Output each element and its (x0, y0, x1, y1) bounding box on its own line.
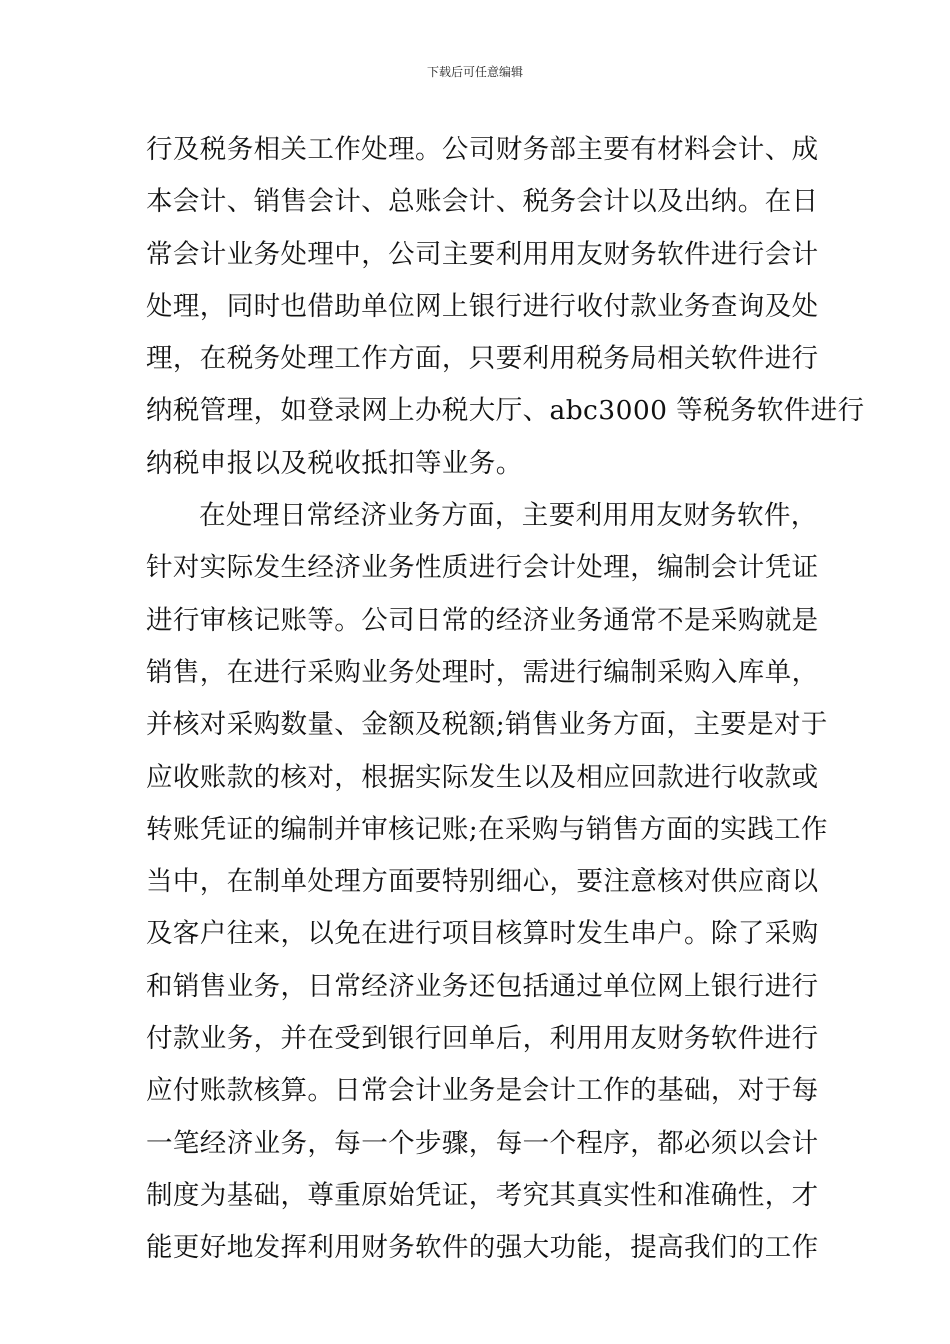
paragraph-2 (146, 490, 828, 1274)
text-line: 制度为基础，尊重原始凭证，考究其真实性和准确性，才 (146, 1179, 819, 1211)
text-line: 并核对采购数量、金额及税额;销售业务方面，主要是对于 (146, 709, 828, 741)
text-line: 常会计业务处理中，公司主要利用用友财务软件进行会计 (146, 238, 819, 270)
text-line: 销售，在进行采购业务处理时，需进行编制采购入库单， (146, 656, 819, 688)
text-line: 进行审核记账等。公司日常的经济业务通常不是采购就是 (146, 604, 819, 636)
text-line: 理，在税务处理工作方面，只要利用税务局相关软件进行 (146, 343, 819, 375)
text-line: 及客户往来，以免在进行项目核算时发生串户。除了采购 (146, 918, 819, 950)
page-header: 下载后可任意编辑 (426, 65, 523, 79)
text-line: 当中，在制单处理方面要特别细心，要注意核对供应商以 (146, 866, 819, 898)
text-line: 转账凭证的编制并审核记账;在采购与销售方面的实践工作 (146, 813, 828, 845)
paragraph-1 (146, 124, 865, 490)
text-line: 纳税申报以及税收抵扣等业务。 (146, 447, 523, 479)
text-line: 在处理日常经济业务方面，主要利用用友财务软件， (199, 500, 818, 532)
document-body (146, 124, 865, 1275)
text-line: 一笔经济业务，每一个步骤，每一个程序，都必须以会计 (146, 1127, 819, 1159)
text-line: 针对实际发生经济业务性质进行会计处理，编制会计凭证 (146, 552, 819, 584)
text-line: 本会计、销售会计、总账会计、税务会计以及出纳。在日 (146, 186, 819, 218)
text-line: 纳税管理，如登录网上办税大厅、abc3000 等税务软件进行 (146, 395, 865, 427)
text-line: 能更好地发挥利用财务软件的强大功能，提高我们的工作 (146, 1232, 819, 1264)
text-line: 付款业务，并在受到银行回单后，利用用友财务软件进行 (146, 1023, 819, 1055)
text-line: 行及税务相关工作处理。公司财务部主要有材料会计、成 (146, 134, 819, 165)
text-line: 应收账款的核对，根据实际发生以及相应回款进行收款或 (146, 761, 819, 793)
text-line: 处理，同时也借助单位网上银行进行收付款业务查询及处 (146, 290, 819, 322)
text-line: 应付账款核算。日常会计业务是会计工作的基础，对于每 (146, 1075, 819, 1107)
text-line: 和销售业务，日常经济业务还包括通过单位网上银行进行 (146, 970, 819, 1002)
